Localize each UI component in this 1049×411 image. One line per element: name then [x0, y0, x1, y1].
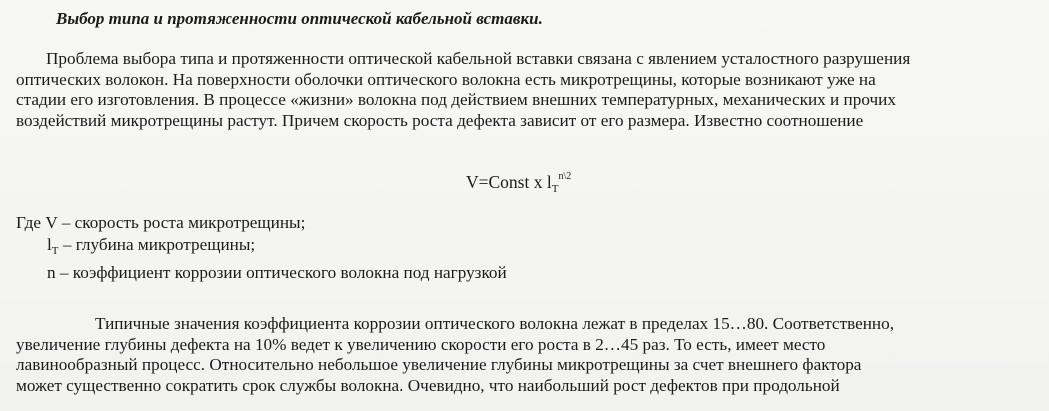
body-line-2: увеличение глубины дефекта на 10% ведет к увеличению скорости его роста в 2…45 раз. То есть, имеет место	[16, 334, 826, 354]
intro-paragraph	[16, 49, 1046, 131]
formula-subscript: T	[551, 183, 559, 195]
body-line-4: может существенно сократить срок службы волокна. Очевидно, что наибольший рост дефектов при продольной	[16, 375, 840, 395]
definitions-list	[16, 212, 507, 284]
intro-line-4: воздействий микротрещины растут. Причем скорость роста дефекта зависит от его размера. Известно соотношение	[16, 110, 864, 130]
definition-v: Где V – скорость роста микротрещины;	[16, 213, 306, 232]
intro-line-3: стадии его изготовления. В процессе «жизни» волокна под действием внешних температурных, механических и прочих	[16, 90, 896, 109]
definition-n: n – коэффициент коррозии оптического волокна под нагрузкой	[47, 263, 507, 282]
body-paragraph	[16, 314, 1046, 396]
definition-l-symbol: l	[47, 234, 52, 254]
intro-line-1: Проблема выбора типа и протяженности оптической кабельной вставки связана с явлением усталостного разрушения	[46, 49, 911, 68]
formula	[466, 171, 571, 195]
definition-l-text: – глубина микротрещины;	[58, 234, 256, 254]
definition-l	[16, 234, 507, 263]
formula-main: V=Const x l	[466, 172, 552, 192]
formula-superscript: n\2	[558, 171, 572, 182]
body-line-1: Типичные значения коэффициента коррозии оптического волокна лежат в пределах 15…80. Соответственно,	[95, 314, 895, 333]
body-line-3: лавинообразный процесс. Относительно небольшое увеличение глубины микротрещины за счет внешнего фактора	[16, 355, 862, 374]
definition-l-subscript: T	[51, 244, 59, 257]
intro-line-2: оптических волокон. На поверхности оболочки оптического волокна есть микротрещины, которые возникают уже на	[16, 69, 876, 89]
section-title: Выбор типа и протяженности оптической кабельной вставки.	[56, 9, 543, 28]
